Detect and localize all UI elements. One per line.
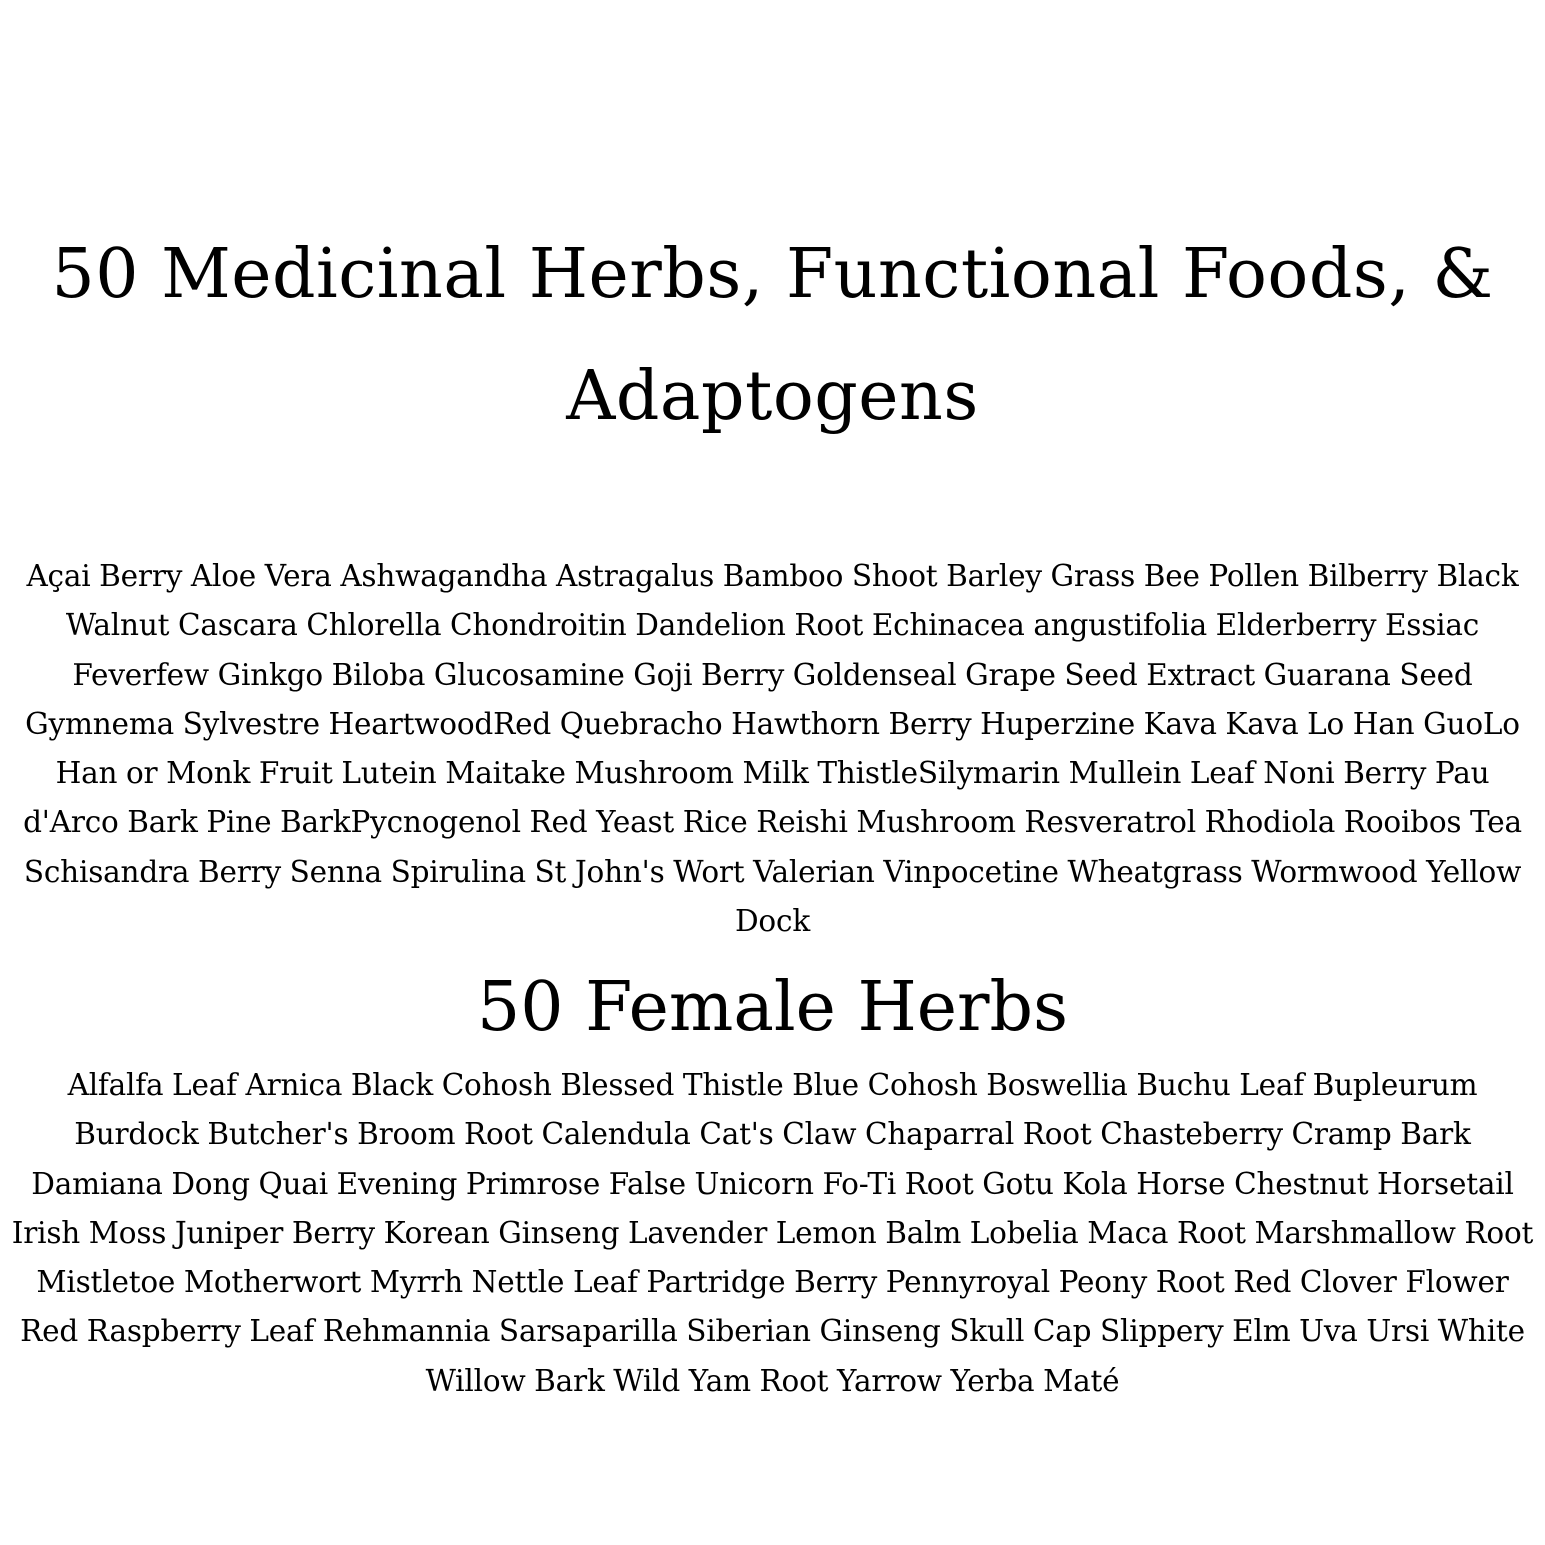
medicinal-herbs-list: Açai Berry Aloe Vera Ashwagandha Astragalus Bamboo Shoot Barley Grass Bee Pollen Bilberry Black Walnut Cascara Chlorella Chondroitin Dandelion Root Echinacea angustifolia Elderberry Essiac Feverfew Ginkgo Biloba Glucosamine Goji Berry Goldenseal Grape Seed Extract Guarana Seed Gymnema Sylvestre HeartwoodRed Quebracho Hawthorn Berry Huperzine Kava Kava Lo Han GuoLo Han or Monk Fruit Lutein Maitake Mushroom Milk ThistleSilymarin Mullein Leaf Noni Berry Pau d'Arco Bark Pine BarkPycnogenol Red Yeast Rice Reishi Mushroom Resveratrol Rhodiola Rooibos Tea Schisandra Berry Senna Spirulina St John's Wort Valerian Vinpocetine Wheatgrass Wormwood Yellow Dock	[23, 559, 1522, 939]
medicinal-herbs-heading: 50 Medicinal Herbs, Functional Foods, & Adaptogens	[51, 235, 1494, 436]
female-herbs-list: Alfalfa Leaf Arnica Black Cohosh Blessed Thistle Blue Cohosh Boswellia Buchu Leaf Bupleurum Burdock Butcher's Broom Root Calendula Cat's Claw Chaparral Root Chasteberry Cramp Bark Damiana Dong Quai Evening Primrose False Unicorn Fo-Ti Root Gotu Kola Horse Chestnut Horsetail Irish Moss Juniper Berry Korean Ginseng Lavender Lemon Balm Lobelia Maca Root Marshmallow Root Mistletoe Motherwort Myrrh Nettle Leaf Partridge Berry Pennyroyal Peony Root Red Clover Flower Red Raspberry Leaf Rehmannia Sarsaparilla Siberian Ginseng Skull Cap Slippery Elm Uva Ursi White Willow Bark Wild Yam Root Yarrow Yerba Maté	[11, 1068, 1534, 1398]
female-herbs-heading: 50 Female Herbs	[477, 968, 1068, 1047]
